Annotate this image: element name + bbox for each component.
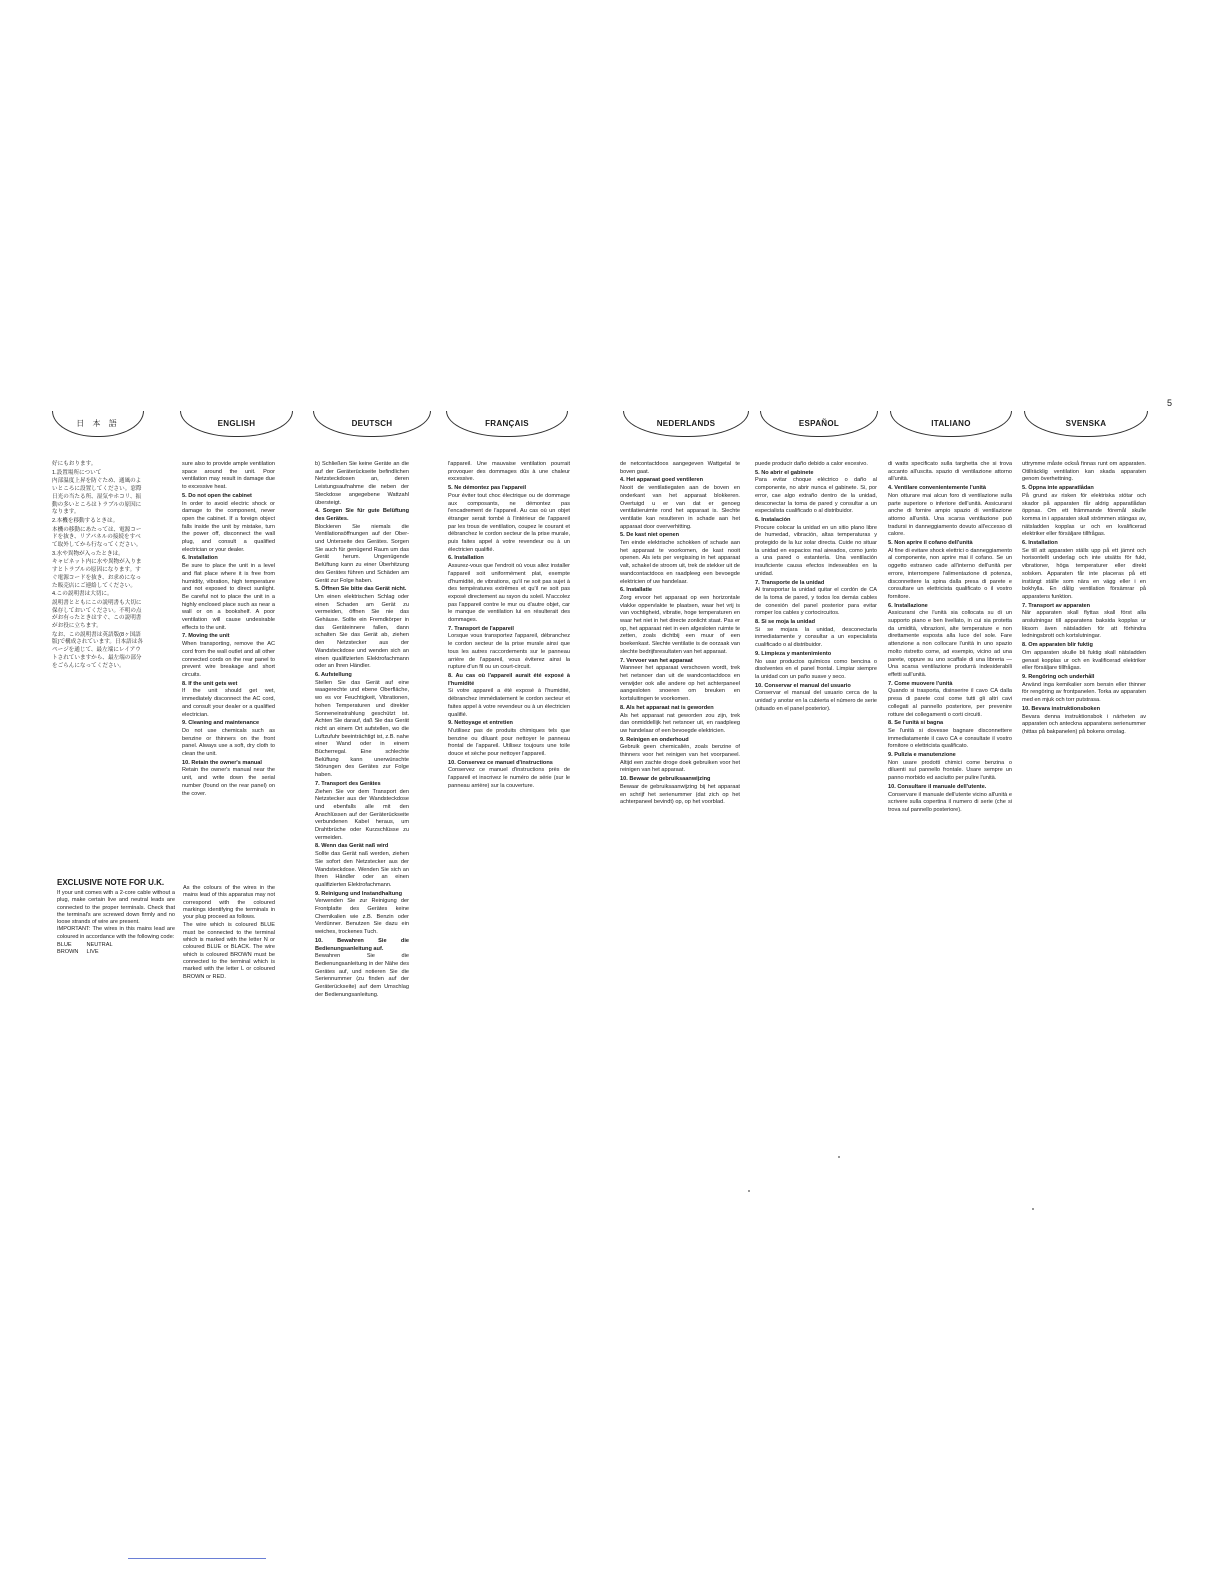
column-english	[182, 461, 275, 799]
uk-note	[57, 878, 175, 957]
wire-role: LIVE	[86, 949, 99, 956]
section-paragraph: Si votre appareil a été exposé à l'humidité, débranchez immédiatement le cordon secteur et faites appel à votre revendeur ou à un électricien qualifié.	[448, 688, 570, 718]
section-paragraph: Als het apparaat nat geworden zou zijn, trek dan onmiddellijk het netsnoer uit, en raadpleeg uw handelaar of een bevoegde elektricien.	[620, 712, 740, 734]
section-heading: 4. Het apparaat goed ventileren	[620, 477, 703, 484]
column-deutsch	[315, 461, 409, 1001]
section-paragraph: Ziehen Sie vor dem Transport den Netzstecker aus der Wandsteckdose und ebenfalls alle mit den Anschlüssen auf der Geräterückseite verbundenen Kabel heraus, um Drahtbrüche oder Kurzschlüsse zu vermeiden.	[315, 788, 409, 841]
section-paragraph: Wanneer het apparaat verschoven wordt, trek het netsnoer dan uit de wandcontactdoos en verwijder ook alle andere op het achterpaneel aangesloten snoeren om breuken en kortsluitingen te voorkomen.	[620, 665, 740, 703]
jp-paragraph: 好にもおります。	[52, 461, 97, 467]
tab-italiano: ITALIANO	[890, 411, 1012, 437]
wire-colour: BLUE	[57, 942, 72, 949]
section-paragraph: b) Schließen Sie keine Geräte an die auf der Geräterückseite befindlichen Netzsteckdosen an, deren Leistungsaufnahme die neben der Steckdose angegebene Wattzahl übersteigt.	[315, 461, 409, 506]
section-heading: 4. Sorgen Sie für gute Belüftung des Gerätes.	[315, 508, 409, 522]
section-paragraph: When transporting, remove the AC cord from the wall outlet and all other connected cords on the rear panel to prevent wire breakage and short circuits.	[182, 641, 275, 678]
section-paragraph: de netcontactdoos aangegeven Wattgetal te boven gaat.	[620, 461, 740, 475]
section-paragraph: Nooit de ventilatiegaten aan de boven en onderkant van het apparaat blokkeren. Overtuigd u er van dat er genoeg ventilatieruimte rond het apparaat is. Slechte ventilatie kan resulteren in schade aan het apparaat door oververhitting.	[620, 485, 740, 530]
section-paragraph: Bewaar de gebruiksaanwijzing bij het apparaat en schrijf het serienummer (dat zich op het achterpaneel bevindt) op, op het voorblad.	[620, 783, 740, 806]
section-paragraph: di watts specificato sulla targhetta che si trova accanto all'uscita. spazio di ventilazione attorno all'unità.	[888, 461, 1012, 483]
section-paragraph: Blockieren Sie niemals die Ventilationsöffnungen auf der Ober- und Unterseite des Gerätes. Sorgen Sie auch für genügend Raum um das Gerät herum. Ungenügende Belüftung kann zu einer Überhitzung des Gerätes führen und Schäden am Gerät zur Folge haben.	[315, 523, 409, 584]
uk-note-important: IMPORTANT: The wires in this mains lead are coloured in accordance with the following code:	[57, 926, 175, 940]
uk-note-right-paragraph: As the colours of the wires in the mains lead of this apparatus may not correspond with the coloured markings identifying the terminals in your plug proceed as follows.	[183, 885, 275, 921]
section-paragraph: Se till att apparaten ställs upp på ett jämnt och horisontellt underlag och inte utsätts för fukt, vibrationer, höga temperaturer eller direkt solsken. Apparaten får inte placeras på ett instängt ställe som nära en vägg eller i en bokhylla. En dålig ventilation försämrar på apparatens funktion.	[1022, 547, 1146, 600]
section-heading: 6. Installatie	[620, 587, 653, 594]
section-paragraph: Verwenden Sie zur Reinigung der Frontplatte des Gerätes keine Chemikalien wie z.B. Benzin oder Verdünner. Benutzen Sie dazu ein weiches, trockenes Tuch.	[315, 898, 409, 936]
section-heading: 9. Rengöring och underhåll	[1022, 673, 1095, 680]
section-paragraph: uttrymme måste också finnas runt om apparaten. Otillräcklig ventilation kan skada apparaten genom överhettning.	[1022, 461, 1146, 483]
wire-colour: BROWN	[57, 949, 79, 956]
tab-japanese: 日 本 語	[52, 411, 144, 437]
jp-heading: 1.設置場所について	[52, 469, 102, 476]
section-paragraph: N'utilisez pas de produits chimiques tels que benzine ou diluant pour nettoyer le panneau frontal de l'appareil. Utilisez toujours une toile douce et sèche pour nettoyer l'appareil.	[448, 727, 570, 758]
wire-role: NEUTRAL	[86, 942, 113, 949]
scan-speck	[838, 1156, 840, 1158]
section-heading: 8. If the unit gets wet	[182, 680, 238, 687]
section-paragraph: Lorsque vous transportez l'appareil, débranchez le cordon secteur de la prise murale ainsi que tous les autres raccordements sur le panneau arrière de l'appareil, vous éviterez ainsi la rupture d'un fil ou un court-circuit.	[448, 633, 570, 671]
section-paragraph: Para evitar choque eléctrico o daño al componente, no abrir nunca el gabinete. Si, por error, cae algo extraño dentro de la unidad, desconectar la toma de pared y consultar a un especialista cualificado o al distribuidor.	[755, 477, 877, 515]
section-paragraph: l'appareil. Une mauvaise ventilation pourrait provoquer des dommages dûs à une chaleur excessive.	[448, 461, 570, 483]
section-paragraph: Använd inga kemikalier som bensin eller thinner för rengöring av frontpanelen. Torka av apparaten med en mjuk och torr putstrasa.	[1022, 681, 1146, 704]
tab-svenska: SVENSKA	[1024, 411, 1148, 437]
section-paragraph: När apparaten skall flyttas skall först alla anslutningar till apparatens baksida kopplas ur liksom även nätsladden för att förhindra ledningsbrott och kortslutningar.	[1022, 610, 1146, 640]
section-paragraph: Quando si trasporta, disinserire il cavo CA dalla presa di parete così come tutti gli altri cavi collegati al pannello posteriore, per prevenire rotture dei collegamenti o corti circuiti.	[888, 688, 1012, 718]
section-paragraph: Stellen Sie das Gerät auf eine waagerechte und ebene Oberfläche, wo es vor Feuchtigkeit, Vibrationen, hohen Temperaturen und direkter Sonneneinstrahlung geschützt ist. Achten Sie darauf, daß Sie das Gerät nicht an einem Ort aufstellen, wo die Luftzufuhr beeinträchtigt ist, z.B. nahe einer Wand oder in einem Bücherregal. Eine schlechte Belüftung kann unerwünschte Störungen des Gerätes zur Folge haben.	[315, 679, 409, 779]
section-heading: 7. Moving the unit	[182, 633, 230, 640]
column-japanese	[52, 461, 144, 671]
section-heading: 7. Transporte de la unidad	[755, 579, 825, 586]
section-heading: 9. Pulizia e manutenzione	[888, 752, 956, 759]
section-heading: 5. Non aprire il cofano dell'unità	[888, 540, 973, 547]
section-heading: 6. Installazione	[888, 602, 928, 609]
jp-paragraph: なお、この説明書は英語版(8ヶ国語版)で構成されています。日本語は各ページを通じて、最左端にレイアウトされていますから、最左端の部分をごらんになってください。	[52, 631, 143, 669]
column-svenska	[1022, 461, 1146, 738]
section-paragraph: Se l'unità si dovesse bagnare disconnettere immediatamente il cavo CA e consultate il vostro fornitore o elettricista qualificato.	[888, 727, 1012, 750]
jp-paragraph: 本機の移動にあたっては、電源コードを抜き、リアパネルの接続をすべて取外してから行なってください。	[52, 526, 142, 549]
section-paragraph: Ten einde elektrische schokken of schade aan het apparaat te voorkomen, de kast nooit openen. Als iets per vergissing in het apparaat valt, schakel de stroom uit, trek de stekker uit de wandcontactdoos en raadpleeg een bevoegde elektricien of uw handelaar.	[620, 540, 740, 585]
column-francais	[448, 461, 570, 792]
section-paragraph: If the unit should get wet, immediately disconnect the AC cord, and consult your dealer or a qualified electrician.	[182, 688, 275, 718]
section-heading: 5. Ne démontez pas l'appareil	[448, 485, 527, 492]
section-paragraph: Conservar el manual del usuario cerca de la unidad y anotar en la cubierta el número de serie (situado en el panel posterior).	[755, 690, 877, 712]
section-heading: 5. No abrir el gabinete	[755, 469, 814, 476]
section-heading: 10. Bevara instruktionsboken	[1022, 705, 1101, 712]
section-heading: 8. Si se moja la unidad	[755, 619, 815, 626]
jp-heading: 3.水や異物が入ったときは。	[52, 550, 124, 557]
tab-francais: FRANÇAIS	[446, 411, 568, 437]
section-heading: 7. Vervoer van het apparaat	[620, 657, 693, 664]
section-paragraph: No usar productos químicos como bencina o disolventes en el panel frontal. Limpiar siempre la unidad con un paño suave y seco.	[755, 658, 877, 680]
section-heading: 5. Öffnen Sie bitte das Gerät nicht.	[315, 586, 407, 593]
section-heading: 5. Do not open the cabinet	[182, 492, 252, 499]
section-heading: 9. Limpieza y mantenimiento	[755, 650, 832, 657]
section-paragraph: Retain the owner's manual near the unit, and write down the serial number (found on the rear panel) on the cover.	[182, 767, 275, 797]
section-paragraph: På grund av risken för elektriska stötar och skador på apparaten får aldrig apparatlådan öppnas. Om ett främmande föremål skulle komma in i apparaten skall strömmen stängas av, nätsladden kopplas ur och en kvalificerad elektriker eller försäljare tillfrågas.	[1022, 492, 1146, 538]
jp-paragraph: キャビネット内に水や異物が入りますとトラブルの原因になります。すぐ電源コードを抜き、お求めになった販売店にご連絡してください。	[52, 559, 142, 589]
section-paragraph: Zorg ervoor het apparaat op een horizontale vlakke oppervlakte te plaatsen, waar het vrij is van vochtigheid, vibratie, hoge temperaturen en waar het niet in het directe zonlicht staat. Pas er op, het apparaat niet in een afgesloten ruimte te zetten, zoals dichtbij een muur of een boekenkast. Slechte ventilatie is de oorzaak van slechte bedrijfsresultaten van het apparaat.	[620, 594, 740, 655]
section-paragraph: Non usare prodotti chimici come benzina o diluenti sul pannello frontale. Usare sempre un panno morbido ed asciutto per pulire l'unità.	[888, 759, 1012, 782]
section-heading: 7. Transport av apparaten	[1022, 602, 1091, 609]
scan-speck	[748, 1190, 750, 1192]
column-italiano	[888, 461, 1012, 816]
section-paragraph: Si se mojara la unidad, desconectarla inmediatamente y consultar a un especialista cualificado o al distribuidor.	[755, 626, 877, 649]
uk-note-body: If your unit comes with a 2-core cable without a plug, make certain live and neutral leads are connected to the proper terminals. Check that the terminal's are screwed down firmly and no loose strands of wire are present.	[57, 890, 175, 926]
section-heading: 5. Öppna inte apparatlådan	[1022, 485, 1094, 492]
section-paragraph: Conservez ce manuel d'instructions près de l'appareil et inscrivez le numéro de série (sur le panneau arrière) sur la couverture.	[448, 767, 570, 789]
section-paragraph: Non otturare mai alcun foro di ventilazione sulla parte superiore o inferiore dell'unità. Assicurarsi anche di fornire ampio spazio di ventilazione attorno all'unità. Una scarsa ventilazione può tradursi in danneggiamento dovuto all'eccesso di calore.	[888, 492, 1012, 538]
section-heading: 8. Au cas où l'appareil aurait été exposé à l'humidité	[448, 672, 570, 687]
section-paragraph: Al fine di evitare shock elettrici o danneggiamento al componente, non aprire mai il cofano. Se un oggetto estraneo cade all'interno dell'unità per errore, interrompere l'alimentazione di potenza, disconnettere la spina dalla presa di parete e consultare un elettricista qualificato o il vostro fornitore.	[888, 547, 1012, 600]
section-paragraph: Assurez-vous que l'endroit où vous allez installer l'appareil soit uniformément plat, exempte d'humidité, de vibrations, qu'il ne soit pas sujet à des températures extrêmes et qu'il ne soit pas exposé directement au rayon du soleil. N'accolez pas l'appareil contre le mur ou d'autre objet, car le manque de ventilation lui en résulterait des dommages.	[448, 563, 570, 624]
section-heading: 10. Conservez ce manuel d'instructions	[448, 759, 553, 766]
section-heading: 10. Bewahren Sie die Bedienungsanleitung auf.	[315, 937, 409, 952]
section-heading: 6. Aufstellung	[315, 671, 352, 678]
tab-nederlands: NEDERLANDS	[623, 411, 749, 437]
section-heading: 9. Reinigen en onderhoud	[620, 736, 689, 743]
section-heading: 8. Wenn das Gerät naß wird	[315, 843, 389, 850]
section-paragraph: Conservare il manuale dell'utente vicino all'unità e scrivere sulla copertina il numero di serie (che si trova sul pannello posteriore).	[888, 791, 1012, 813]
wire-code-table	[57, 942, 121, 957]
section-heading: 7. Transport de l'appareil	[448, 625, 514, 632]
section-paragraph: sure also to provide ample ventilation space around the unit. Poor ventilation may result in damage due to excessive heat.	[182, 461, 275, 491]
section-heading: 8. Als het apparaat nat is geworden	[620, 704, 714, 711]
jp-heading: 4.この説明書は大切に。	[52, 591, 113, 598]
jp-paragraph: 内部温度上昇を防ぐため、通風のよいところに設置してください。窓際日光の当たる所、湿気やホコリ、振動の多いところはトラブルの原因になります。	[52, 478, 142, 516]
section-heading: 10. Consultare il manuale dell'utente.	[888, 783, 987, 790]
jp-paragraph: 説明書とともにこの説明書も大切に保存しておいてください。不明の点がお有ったときはすぐ、この説明書がお役に立ちます。	[52, 599, 142, 630]
uk-note-title: EXCLUSIVE NOTE FOR U.K.	[57, 878, 165, 887]
wire-row	[57, 942, 121, 949]
section-heading: 6. Instalación	[755, 516, 791, 523]
section-paragraph: Om apparaten skulle bli fuktig skall nätsladden genast kopplas ur och en kvalificerad elektriker eller försäljare tillfrågas.	[1022, 649, 1146, 672]
section-paragraph: Al transportar la unidad quitar el cordón de CA de la toma de pared, y todos los demás cables de conexión del panel posterior para evitar romper los cables y cortocircuitos.	[755, 587, 877, 617]
tab-deutsch: DEUTSCH	[313, 411, 431, 437]
section-heading: 10. Conservar el manual del usuario	[755, 682, 851, 689]
section-paragraph: In order to avoid electric shock or damage to the component, never open the cabinet. If a foreign object falls inside the unit by mistake, turn the power off, disconnect the wall plug, and consult a qualified electrician or your dealer.	[182, 500, 275, 553]
column-espanol	[755, 461, 877, 715]
section-heading: 7. Transport des Gerätes	[315, 780, 381, 787]
section-heading: 5. De kast niet openen	[620, 532, 680, 539]
section-heading: 7. Come muovere l'unità	[888, 680, 953, 687]
section-paragraph: puede producir daño debido a calor excesivo.	[755, 461, 868, 467]
section-paragraph: Gebruik geen chemicaliën, zoals benzine of thinners voor het reinigen van het voorpaneel. Altijd een zachte droge doek gebruiken voor het reinigen van het apparaat.	[620, 744, 740, 774]
section-heading: 6. Installation	[1022, 540, 1058, 547]
section-heading: 8. Se l'unità si bagna	[888, 720, 944, 727]
scan-speck	[1032, 1208, 1034, 1210]
section-heading: 9. Reinigung und Instandhaltung	[315, 890, 403, 897]
section-heading: 9. Nettoyage et entretien	[448, 720, 513, 727]
wire-row	[57, 949, 121, 956]
section-paragraph: Be sure to place the unit in a level and flat place where it is free from humidity, vibration, high temperature and not exposed to direct sunlight. Be careful not to place the unit in a highly enclosed place such as near a wall or on a bookshelf. A poor ventilation will cause undesirable effects to the unit.	[182, 563, 275, 631]
section-heading: 4. Ventilare convenientemente l'unità	[888, 485, 987, 492]
section-paragraph: Procure colocar la unidad en un sitio plano libre de humedad, vibración, altas temperaturas y protegido de la luz solar directa. Cuide no situar la unidad en espacios mal aireados, como junto a una pared o estantería. Una ventilación insuficiente causa efectos indeseables en la unidad.	[755, 524, 877, 577]
section-paragraph: Sollte das Gerät naß werden, ziehen Sie sofort den Netzstecker aus der Wandsteckdose. Wenden Sie sich an Ihren Händler oder an einen qualifizierten Elektrofachmann.	[315, 851, 409, 888]
section-paragraph: Bevara denna instruktionsbok i närheten av apparaten och anteckna apparatens serienummer (hittas på bakpanelen) på bokens omslag.	[1022, 713, 1146, 735]
tab-espanol: ESPAÑOL	[760, 411, 878, 437]
uk-note-right	[183, 885, 275, 982]
section-heading: 6. Installation	[448, 555, 484, 562]
uk-note-right-paragraph: The wire which is coloured BLUE must be connected to the terminal which is marked with the letter N or coloured BLUE or BLACK. The wire which is coloured BROWN must be connected to the terminal which is marked with the letter L or coloured BROWN or RED.	[183, 922, 275, 980]
section-heading: 8. Om apparaten blir fuktig	[1022, 642, 1093, 649]
jp-heading: 2.本機を移動するときは。	[52, 517, 119, 524]
section-heading: 10. Bewaar de gebruiksaanwijzing	[620, 776, 711, 783]
section-paragraph: Um einen elektrischen Schlag oder einen Schaden am Gerät zu vermeiden, öffnen Sie nie das Gehäuse. Sollte ein Fremdkörper in das Geräteinnere fallen, dann schalten Sie das Gerät ab, ziehen den Netzstecker aus der Wandsteckdose und wenden sich an einen qualifizierten Elektrofachmann oder an Ihren Händler.	[315, 593, 409, 670]
section-heading: 10. Retain the owner's manual	[182, 759, 262, 766]
section-paragraph: Do not use chemicals such as benzine or thinners on the front panel. Always use a soft, dry cloth to clean the unit.	[182, 727, 275, 758]
column-nederlands	[620, 461, 740, 808]
section-heading: 6. Installation	[182, 555, 218, 562]
page-number: 5	[1167, 398, 1173, 408]
section-paragraph: Assicurarsi che l'unità sia collocata su di un supporto piano e ben livellato, in cui sia protetta da umidità, vibrazioni, alte temperature e non direttamente esposta alla luce del sole. Fare attenzione a non collocare l'unità in uno spazio molto ristretto come, ad esempio, vicino ad una parete, oppure su uno scaffale di una libreria — Una scarsa ventilazione produrrà indesiderabili effetti sull'unità.	[888, 610, 1012, 678]
section-paragraph: Pour éviter tout choc électrique ou de dommage aux composants, ne démontez pas l'encadrement de l'appareil. Au cas où un objet étranger serait tombé à l'intérieur de l'appareil par les trous de ventilation, coupez le courant et débranchez le cordon secteur de la prise murale, puis faites appel à votre revendeur ou à un électricien qualifié.	[448, 492, 570, 553]
section-paragraph: Bewahren Sie die Bedienungsanleitung in der Nähe des Gerätes auf, und notieren Sie die Seriennummer (zu finden auf der Geräterückseite) auf dem Umschlag der Bedienungsanleitung.	[315, 953, 409, 998]
footer-link-line	[128, 1558, 266, 1559]
tab-english: ENGLISH	[180, 411, 293, 437]
section-heading: 9. Cleaning and maintenance	[182, 720, 260, 727]
